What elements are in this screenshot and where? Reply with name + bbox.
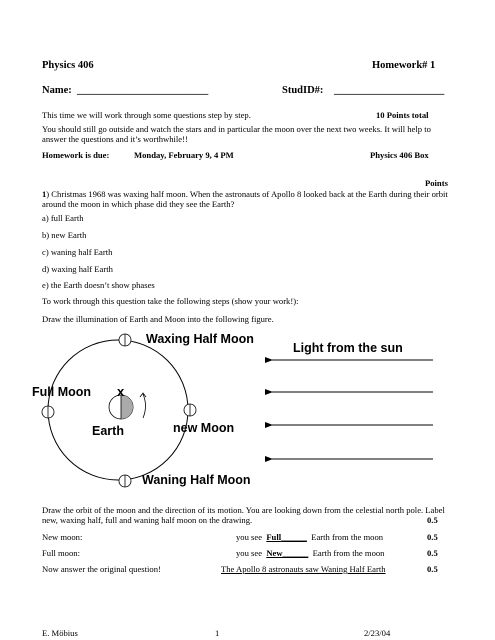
full-moon-label: Full moon: — [42, 548, 80, 558]
option-d: d) waxing half Earth — [42, 264, 113, 274]
new-moon-label: New moon: — [42, 532, 83, 542]
final-label: Now answer the original question! — [42, 564, 161, 574]
moon-full — [42, 406, 54, 418]
moon-waxing-half — [119, 334, 131, 346]
moon-new — [184, 404, 196, 416]
answer-suffix: Earth from the moon — [311, 532, 384, 542]
due-label: Homework is due: — [42, 150, 110, 160]
full-moon-answer[interactable]: New — [266, 548, 283, 558]
points-total: 10 Points total — [376, 110, 429, 120]
answer-prefix: you see — [236, 532, 263, 542]
points-header: Points — [425, 178, 448, 188]
studid-label: StudID#: — [282, 85, 324, 96]
question-number: 1 — [42, 189, 47, 199]
option-b: b) new Earth — [42, 230, 87, 240]
question-body: ) Christmas 1968 was waxing half moon. When the astronauts of Apollo 8 looked back at the Earth during their orbit around the moon in which phase did they see the Earth? — [42, 189, 448, 209]
footer-author: E. Möbius — [42, 628, 78, 638]
name-label: Name: — [42, 85, 72, 96]
label-sunlight: Light from the sun — [293, 341, 403, 355]
draw-instruction: Draw the illumination of Earth and Moon into the following figure. — [42, 314, 274, 324]
option-c: c) waning half Earth — [42, 247, 113, 257]
final-answer[interactable]: The Apollo 8 astronauts saw Waning Half Earth — [221, 564, 386, 574]
due-date: Monday, February 9, 4 PM — [134, 150, 234, 160]
option-a: a) full Earth — [42, 213, 84, 223]
homework-number: Homework# 1 — [372, 60, 436, 71]
new-moon-answer[interactable]: Full — [266, 532, 282, 542]
label-waning-half: Waning Half Moon — [142, 473, 251, 487]
steps-instruction: To work through this question take the following steps (show your work!): — [42, 296, 299, 306]
new-moon-points: 0.5 — [427, 532, 438, 542]
orbit-instruction: Draw the orbit of the moon and the direction of its motion. You are looking down from the celestial north pole. Label new, waxing half, full and waning half moon on the drawing. — [42, 505, 445, 525]
intro-paragraph: You should still go outside and watch the stars and in particular the moon over the next two weeks. It will help to answer the questions and it’s worthwhile!! — [42, 124, 431, 144]
final-points: 0.5 — [427, 564, 438, 574]
orbit-direction-arrow — [143, 394, 146, 418]
label-new-moon: new Moon — [173, 421, 235, 435]
moon-waning-half — [119, 475, 131, 487]
studid-field[interactable]: _____________________ — [334, 85, 445, 96]
intro-line: This time we will work through some questions step by step. — [42, 110, 251, 120]
course-title: Physics 406 — [42, 60, 94, 71]
new-moon-answer-line — [236, 532, 383, 542]
orbit-points: 0.5 — [427, 515, 438, 525]
answer-prefix: you see — [236, 548, 263, 558]
full-moon-answer-line — [236, 548, 384, 558]
answer-suffix: Earth from the moon — [312, 548, 385, 558]
answer-blank: ______ — [281, 532, 307, 542]
label-waxing-half: Waxing Half Moon — [146, 332, 254, 346]
footer-page-number: 1 — [215, 628, 220, 638]
label-earth: Earth — [92, 424, 124, 438]
label-full-moon: Full Moon — [32, 385, 92, 399]
footer-date: 2/23/04 — [364, 628, 391, 638]
answer-blank: ______ — [282, 548, 309, 558]
name-field[interactable]: _________________________ — [77, 85, 209, 96]
option-e: e) the Earth doesn’t show phases — [42, 280, 155, 290]
full-moon-points: 0.5 — [427, 548, 438, 558]
due-box: Physics 406 Box — [370, 150, 429, 160]
label-x: x — [117, 384, 125, 399]
